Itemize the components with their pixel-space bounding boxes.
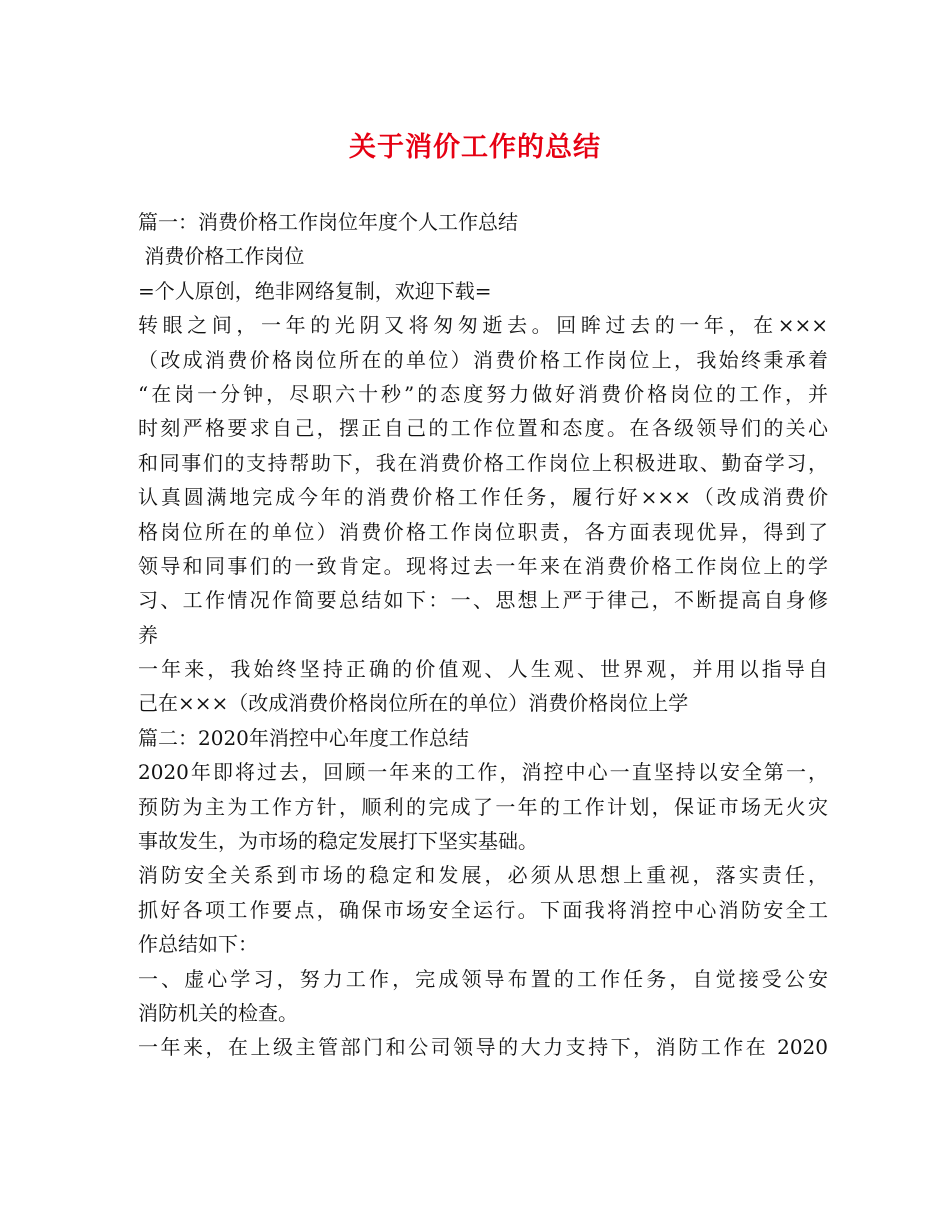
paragraph-line: 养	[138, 622, 158, 647]
paragraph-line: 领导和同事们的一致肯定。现将过去一年来在消费价格工作岗位上的学	[138, 553, 828, 578]
document-title: 关于消价工作的总结	[349, 132, 601, 163]
paragraph-line: 消费价格工作岗位	[138, 244, 305, 269]
paragraph-line: （改成消费价格岗位所在的单位）消费价格工作岗位上，我始终秉承着	[138, 347, 828, 372]
paragraph-line: 2020年即将过去，回顾一年来的工作，消控中心一直坚持以安全第一，	[138, 760, 828, 785]
paragraph-line: 消防机关的检查。	[138, 1000, 298, 1025]
paragraph-line: 时刻严格要求自己，摆正自己的工作位置和态度。在各级领导们的关心	[138, 416, 828, 441]
paragraph-line: 一年来，我始终坚持正确的价值观、人生观、世界观，并用以指导自	[138, 657, 828, 682]
paragraph-line: 格岗位所在的单位）消费价格工作岗位职责，各方面表现优异，得到了	[138, 519, 828, 544]
paragraph-line: 篇一：消费价格工作岗位年度个人工作总结	[138, 210, 518, 234]
paragraph-line: 抓好各项工作要点，确保市场安全运行。下面我将消控中心消防安全工	[138, 897, 828, 922]
paragraph-line: 己在×××（改成消费价格岗位所在的单位）消费价格岗位上学	[138, 691, 689, 716]
paragraph-line: 预防为主为工作方针，顺利的完成了一年的工作计划，保证市场无火灾	[138, 794, 828, 819]
paragraph-line: 转眼之间，一年的光阴又将匆匆逝去。回眸过去的一年，在×××	[138, 313, 828, 338]
paragraph-line: 篇二：2020年消控中心年度工作总结	[138, 725, 469, 750]
paragraph-line: “在岗一分钟，尽职六十秒”的态度努力做好消费价格岗位的工作，并	[138, 381, 828, 406]
paragraph-line: 一、虚心学习，努力工作，完成领导布置的工作任务，自觉接受公安	[138, 966, 828, 991]
paragraph-line: 消防安全关系到市场的稳定和发展，必须从思想上重视，落实责任，	[138, 863, 828, 888]
document-body	[138, 205, 828, 1065]
paragraph-line: =个人原创，绝非网络复制，欢迎下载=	[138, 278, 492, 303]
paragraph-line: 认真圆满地完成今年的消费价格工作任务，履行好×××（改成消费价	[138, 485, 828, 510]
paragraph-line: 事故发生，为市场的稳定发展打下坚实基础。	[138, 829, 538, 854]
paragraph-line: 作总结如下：	[138, 932, 258, 957]
paragraph-line: 一年来，在上级主管部门和公司领导的大力支持下，消防工作在 2020	[138, 1035, 828, 1060]
paragraph-line: 习、工作情况作简要总结如下：一、思想上严于律己，不断提高自身修	[138, 588, 828, 613]
paragraph-line: 和同事们的支持帮助下，我在消费价格工作岗位上积极进取、勤奋学习，	[138, 450, 828, 475]
